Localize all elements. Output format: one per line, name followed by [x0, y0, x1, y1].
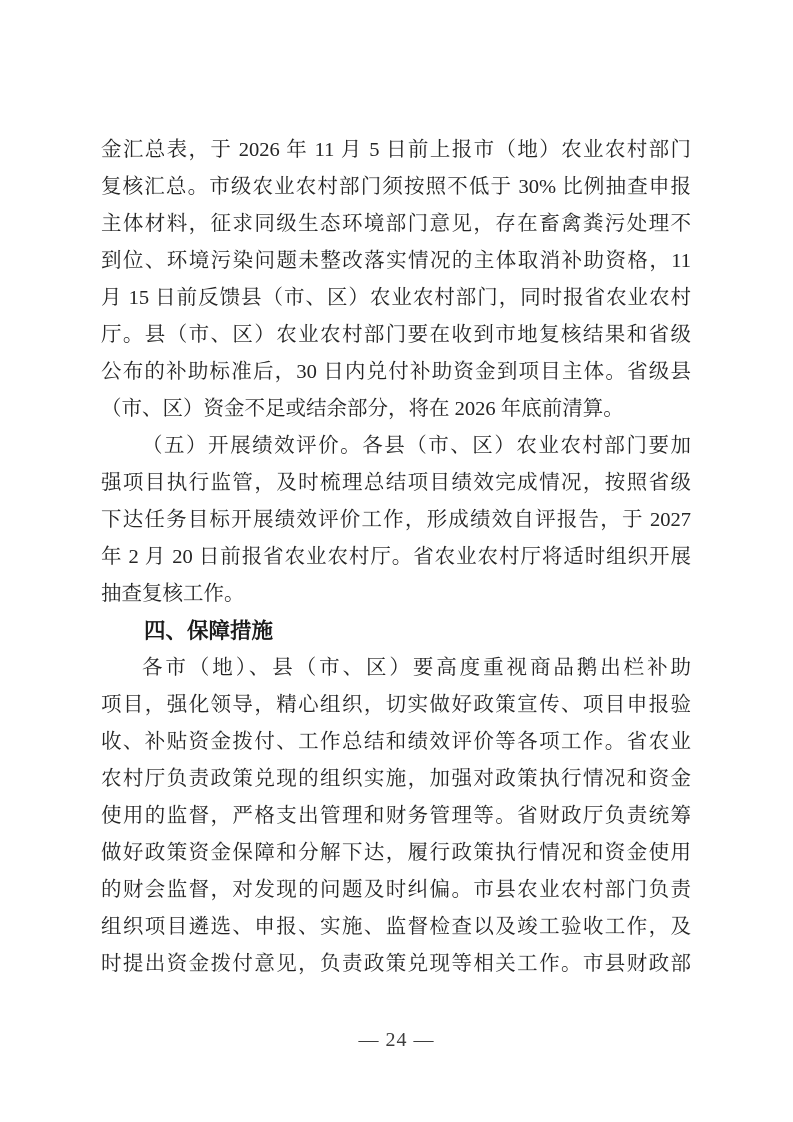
doc-line-paragraph-start: 各市（地）、县（市、区）要高度重视商品鹅出栏补助: [142, 657, 691, 679]
doc-line-paragraph-start: （五）开展绩效评价。各县（市、区）农业农村部门要加: [142, 435, 691, 457]
doc-line: 月 15 日前反馈县（市、区）农业农村部门，同时报省农业农村: [101, 287, 691, 309]
doc-line: 的财会监督，对发现的问题及时纠偏。市县农业农村部门负责: [101, 879, 691, 901]
doc-line: 公布的补助标准后，30 日内兑付补助资金到项目主体。省级县: [101, 361, 691, 383]
doc-line: 强项目执行监管，及时梳理总结项目绩效完成情况，按照省级: [101, 472, 691, 494]
doc-line: 年 2 月 20 日前报省农业农村厅。省农业农村厅将适时组织开展: [101, 546, 691, 568]
document-body: [101, 132, 691, 983]
doc-line: 收、补贴资金拨付、工作总结和绩效评价等各项工作。省农业: [101, 731, 691, 753]
doc-line: 组织项目遴选、申报、实施、监督检查以及竣工验收工作，及: [101, 916, 691, 938]
doc-line: 做好政策资金保障和分解下达，履行政策执行情况和资金使用: [101, 842, 691, 864]
doc-line: 农村厅负责政策兑现的组织实施，加强对政策执行情况和资金: [101, 768, 691, 790]
doc-line: 到位、环境污染问题未整改落实情况的主体取消补助资格，11: [101, 250, 691, 272]
doc-line-paragraph-end: （市、区）资金不足或结余部分，将在 2026 年底前清算。: [101, 398, 624, 420]
doc-line: 厅。县（市、区）农业农村部门要在收到市地复核结果和省级: [101, 324, 691, 346]
doc-line: 复核汇总。市级农业农村部门须按照不低于 30% 比例抽查申报: [101, 176, 691, 198]
page-number: — 24 —: [358, 1029, 435, 1051]
doc-line: 下达任务目标开展绩效评价工作，形成绩效自评报告，于 2027: [101, 509, 691, 531]
doc-line: 主体材料，征求同级生态环境部门意见，存在畜禽粪污处理不: [101, 213, 691, 235]
doc-line: 金汇总表，于 2026 年 11 月 5 日前上报市（地）农业农村部门: [101, 139, 691, 161]
doc-line-paragraph-end: 抽查复核工作。: [101, 583, 245, 605]
doc-line: 使用的监督，严格支出管理和财务管理等。省财政厅负责统筹: [101, 805, 691, 827]
doc-line: 项目，强化领导，精心组织，切实做好政策宣传、项目申报验: [101, 694, 691, 716]
section-heading-safeguard-measures: 四、保障措施: [144, 619, 274, 643]
doc-line: 时提出资金拨付意见，负责政策兑现等相关工作。市县财政部: [101, 953, 691, 975]
